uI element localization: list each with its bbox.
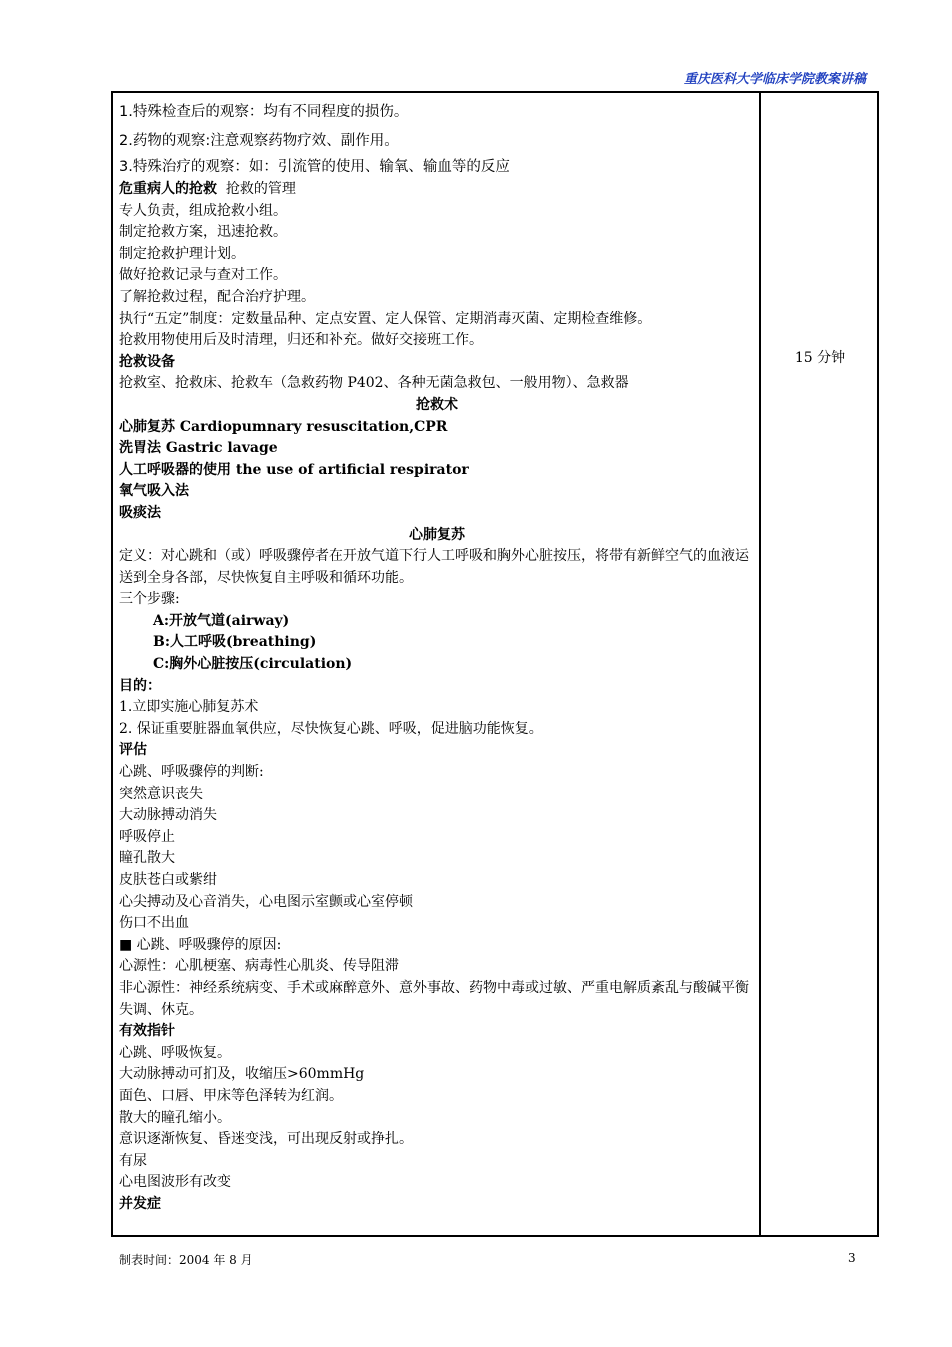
step-item: B:人工呼吸(breathing) [153,634,317,651]
rescue-title: 危重病人的抢救 [119,181,217,197]
indicator-item: 心跳、呼吸恢复。 [119,1044,231,1061]
lesson-content [119,98,755,1216]
indicator-item: 意识逐渐恢复、昏迷变浅，可出现反射或挣扎。 [119,1131,413,1148]
technique-item: 吸痰法 [119,504,161,521]
cpr-definition: 定义：对心跳和（或）呼吸骤停者在开放气道下行人工呼吸和胸外心脏按压，将带有新鲜空气的血液运送到全身各部，尽快恢复自主呼吸和循环功能。 [119,548,749,586]
assess-item: 瞳孔散大 [119,850,175,867]
assess-item: 呼吸停止 [119,828,175,845]
technique-item: 洗胃法 Gastric lavage [119,440,278,457]
technique-item: 人工呼吸器的使用 the use of artificial respirator [119,461,469,478]
indicator-title: 有效指针 [119,1023,175,1040]
page-number: 3 [848,1251,856,1265]
purpose-item: 1.立即实施心肺复苏术 [119,699,259,716]
assess-item: 大动脉搏动消失 [119,807,217,824]
indicator-item: 面色、口唇、甲床等色泽转为红润。 [119,1087,343,1104]
assess-item: 皮肤苍白或紫绀 [119,872,217,888]
column-divider [759,91,761,1237]
observe-item-3: 3.特殊治疗的观察：如：引流管的使用、输氧、输血等的反应 [119,159,510,175]
technique-item: 氧气吸入法 [119,483,189,500]
mgmt-item: 制定抢救护理计划。 [119,245,245,262]
techniques-title: 抢救术 [416,396,458,413]
equipment-text: 抢救室、抢救床、抢救车（急救药物 P402、各种无菌急救包、一般用物）、急救器 [119,375,629,392]
complication-title: 并发症 [119,1195,161,1212]
mgmt-item: 抢救用物使用后及时清理，归还和补充。做好交接班工作。 [119,332,483,349]
purpose-item: 2. 保证重要脏器血氧供应，尽快恢复心跳、呼吸，促进脑功能恢复。 [119,720,543,737]
cpr-title: 心肺复苏 [409,526,465,543]
duration-cell: 15 分钟 [794,350,846,366]
assess-item: ■ 心跳、呼吸骤停的原因: [119,936,282,953]
equipment-title: 抢救设备 [119,353,175,370]
assess-item: 心跳、呼吸骤停的判断: [119,764,264,781]
mgmt-item: 执行“五定”制度：定数量品种、定点安置、定人保管、定期消毒灭菌、定期检查维修。 [119,310,652,327]
step-item: C:胸外心脏按压(circulation) [153,656,353,673]
mgmt-item: 了解抢救过程，配合治疗护理。 [119,288,315,305]
steps-label: 三个步骤: [119,591,180,608]
purpose-title: 目的： [119,677,161,694]
mgmt-item: 专人负责，组成抢救小组。 [119,202,287,219]
indicator-item: 心电图波形有改变 [119,1174,231,1191]
indicator-item: 散大的瞳孔缩小。 [119,1109,231,1126]
noncardiac-causes: 非心源性：神经系统病变、手术或麻醉意外、意外事故、药物中毒或过敏、严重电解质紊乱与酸碱平衡失调、休克。 [119,979,749,1018]
indicator-item: 大动脉搏动可扪及，收缩压>60mmHg [119,1066,365,1083]
technique-item: 心肺复苏 Cardiopumnary resuscitation,CPR [119,418,448,435]
observe-item-2: 2.药物的观察:注意观察药物疗效、副作用。 [119,133,399,149]
mgmt-item: 做好抢救记录与查对工作。 [119,267,287,284]
assess-item: 伤口不出血 [119,915,189,932]
page-header: 重庆医科大学临床学院教案讲稿 [683,72,866,87]
footer-date: 制表时间：2004 年 8 月 [119,1253,253,1267]
mgmt-item: 制定抢救方案，迅速抢救。 [119,224,287,241]
rescue-subtitle: 抢救的管理 [225,181,296,197]
assess-item: 突然意识丧失 [119,785,203,802]
step-item: A:开放气道(airway) [153,612,290,629]
indicator-item: 有尿 [119,1152,147,1169]
assess-item: 心尖搏动及心音消失，心电图示室颤或心室停顿 [119,893,413,910]
observe-item-1: 1.特殊检查后的观察：均有不同程度的损伤。 [119,104,409,120]
rescue-heading [119,179,755,201]
assess-item: 心源性：心肌梗塞、病毒性心肌炎、传导阻滞 [119,958,399,975]
assess-title: 评估 [119,742,147,759]
